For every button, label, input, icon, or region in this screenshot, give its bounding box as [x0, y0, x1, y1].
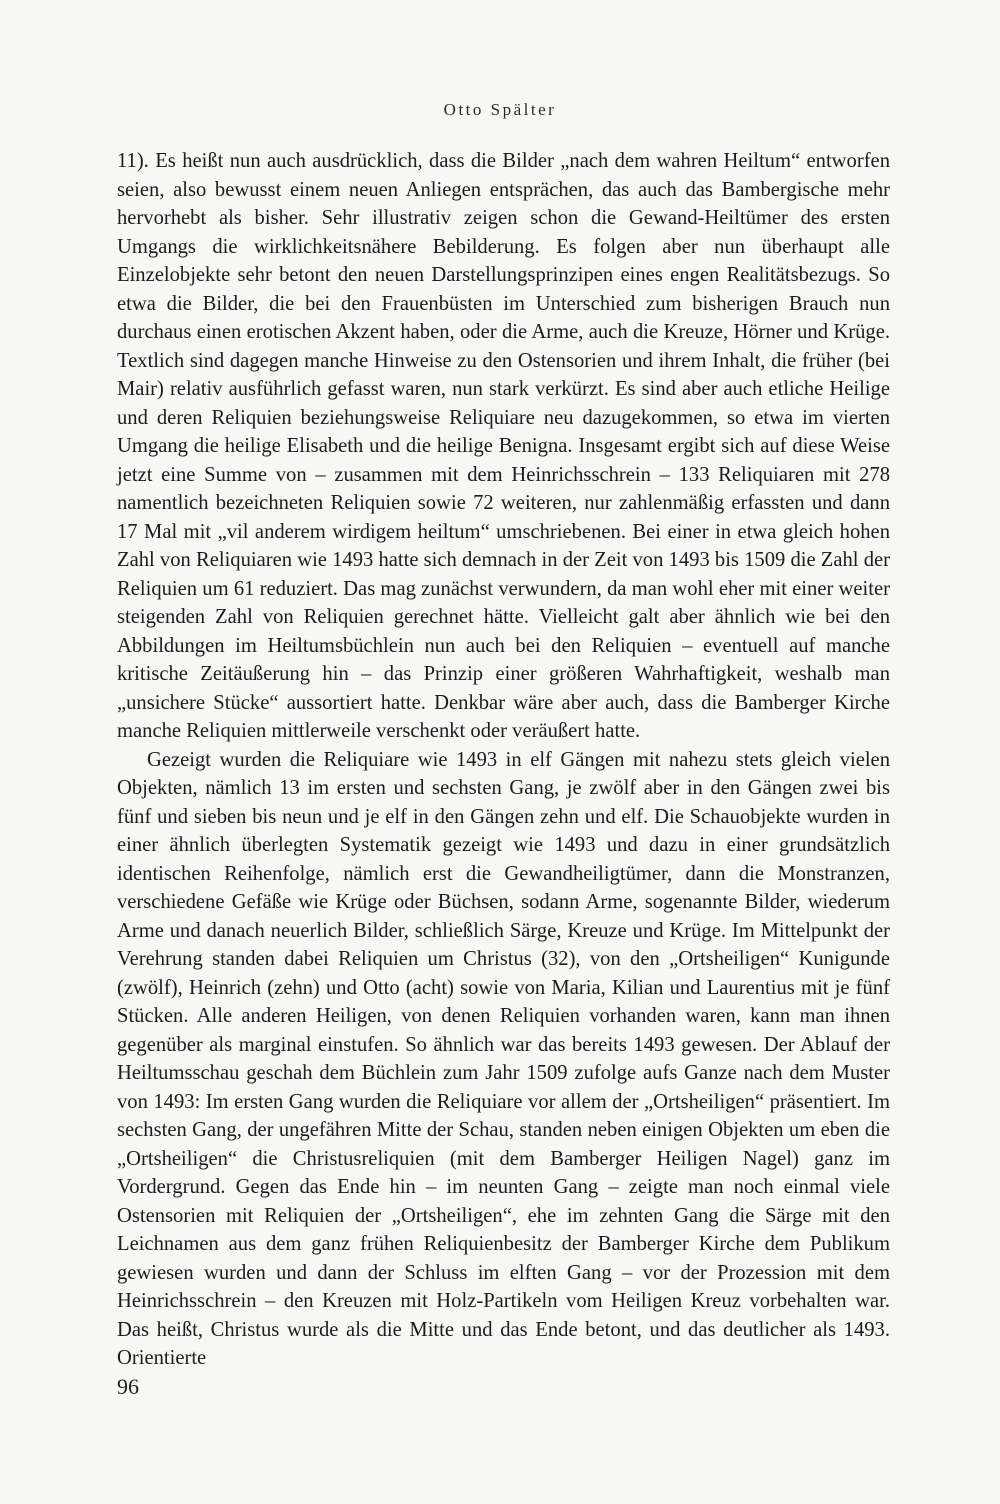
paragraph-1: 11). Es heißt nun auch ausdrücklich, dass die Bilder „nach dem wahren Heiltum“ entworfen seien, also bewusst einem neuen Anliegen entsprächen, das auch das Bambergische mehr hervorhebt als bisher. Sehr illustrativ zeigen schon die Gewand-Heiltümer des ersten Umgangs die wirklichkeitsnähere Bebilderung. Es folgen aber nun überhaupt alle Einzelobjekte sehr betont den neuen Darstellungsprinzipen eines engen Realitätsbezugs. So etwa die Bilder, die bei den Frauenbüsten im Unterschied zum bisherigen Brauch nun durchaus einen erotischen Akzent haben, oder die Arme, auch die Kreuze, Hörner und Krüge. Textlich sind dagegen manche Hinweise zu den Ostensorien und ihrem Inhalt, die früher (bei Mair) relativ ausführlich gefasst waren, nun stark verkürzt. Es sind aber auch etliche Heilige und deren Reliquien beziehungsweise Reliquiare neu dazugekommen, so etwa im vierten Umgang die heilige Elisabeth und die heilige Benigna. Insgesamt ergibt sich auf diese Weise jetzt eine Summe von – zusammen mit dem Heinrichsschrein – 133 Reliquiaren mit 278 namentlich bezeichneten Reliquien sowie 72 weiteren, nur zahlenmäßig erfassten und dann 17 Mal mit „vil anderem wirdigem heiltum“ umschriebenen. Bei einer in etwa gleich hohen Zahl von Reliquiaren wie 1493 hatte sich demnach in der Zeit von 1493 bis 1509 die Zahl der Reliquien um 61 reduziert. Das mag zunächst verwundern, da man wohl eher mit einer weiter steigenden Zahl von Reliquien gerechnet hätte. Vielleicht galt aber ähnlich wie bei den Abbildungen im Heiltumsbüchlein nun auch bei den Reliquien – eventuell auf manche kritische Zeitäußerung hin – das Prinzip einer größeren Wahrhaftigkeit, weshalb man „unsichere Stücke“ aussortiert hatte. Denkbar wäre aber auch, dass die Bamberger Kirche manche Reliquien mittlerweile verschenkt oder veräußert hatte.: [117, 150, 890, 742]
page-number: 96: [117, 1374, 139, 1399]
running-header: Otto Spälter: [443, 100, 557, 119]
body-text: [117, 147, 890, 1373]
paragraph-2: Gezeigt wurden die Reliquiare wie 1493 in elf Gängen mit nahezu stets gleich vielen Objekten, nämlich 13 im ersten und sechsten Gang, je zwölf aber in den Gängen zwei bis fünf und sieben bis neun und je elf in den Gängen zehn und elf. Die Schauobjekte wurden in einer ähnlich überlegten Systematik gezeigt wie 1493 und dazu in einer grundsätzlich identischen Reihenfolge, nämlich erst die Gewandheiligtümer, dann die Monstranzen, verschiedene Gefäße wie Krüge oder Büchsen, sodann Arme, sogenannte Bilder, wiederum Arme und danach neuerlich Bilder, schließlich Särge, Kreuze und Krüge. Im Mittelpunkt der Verehrung standen dabei Reliquien um Christus (32), von den „Ortsheiligen“ Kunigunde (zwölf), Heinrich (zehn) und Otto (acht) sowie von Maria, Kilian und Laurentius mit je fünf Stücken. Alle anderen Heiligen, von denen Reliquien vorhanden waren, kann man ihnen gegenüber als marginal einstufen. So ähnlich war das bereits 1493 gewesen. Der Ablauf der Heiltumsschau geschah dem Büchlein zum Jahr 1509 zufolge aufs Ganze nach dem Muster von 1493: Im ersten Gang wurden die Reliquiare vor allem der „Ortsheiligen“ präsentiert. Im sechsten Gang, der ungefähren Mitte der Schau, standen neben einigen Objekten um eben die „Ortsheiligen“ die Christusreliquien (mit dem Bamberger Heiligen Nagel) ganz im Vordergrund. Gegen das Ende hin – im neunten Gang – zeigte man noch einmal viele Ostensorien mit Reliquien der „Ortsheiligen“, ehe im zehnten Gang die Särge mit den Leichnamen aus dem ganz frühen Reliquienbesitz der Bamberger Kirche dem Publikum gewiesen wurden und dann der Schluss im elften Gang – vor der Prozession mit dem Heinrichsschrein – den Kreuzen mit Holz-Partikeln vom Heiligen Kreuz vorbehalten war. Das heißt, Christus wurde als die Mitte und das Ende betont, und das deutlicher als 1493. Orientierte: [117, 748, 890, 1369]
